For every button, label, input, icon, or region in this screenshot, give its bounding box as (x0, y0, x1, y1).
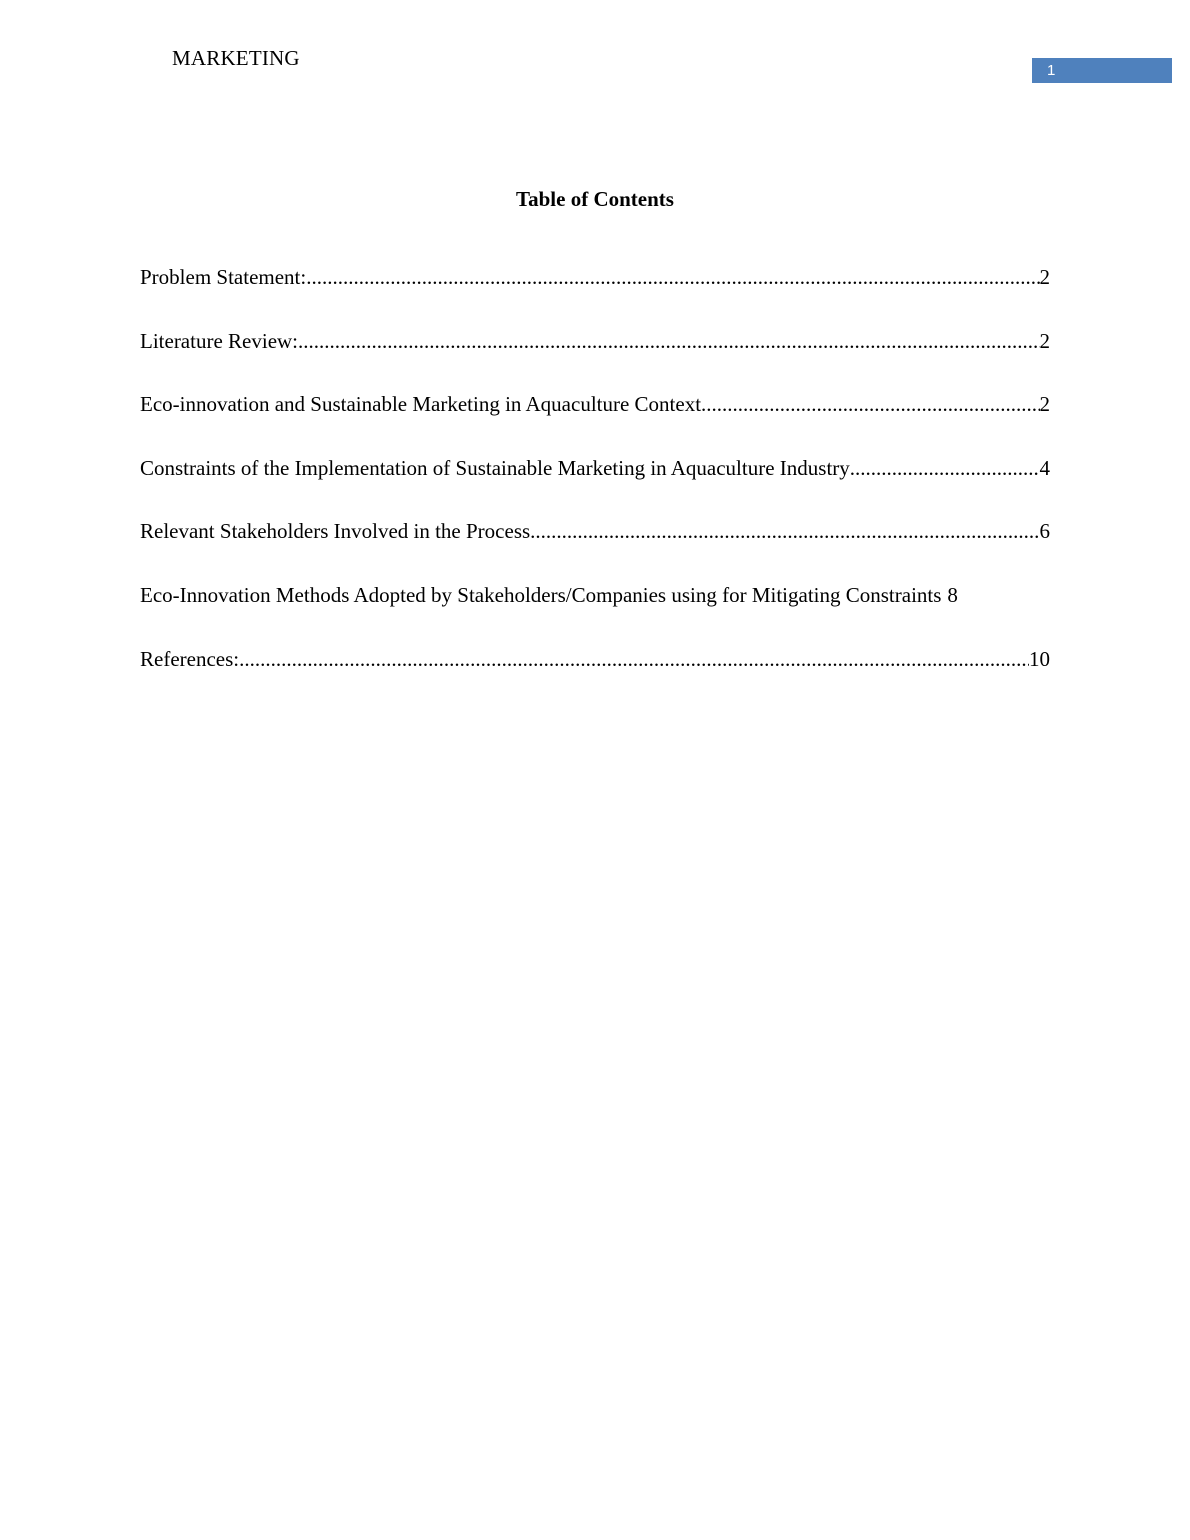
header-title: MARKETING (172, 46, 300, 70)
toc-list (140, 265, 1050, 710)
toc-leader-dots (306, 265, 1039, 290)
toc-leader-dots (850, 456, 1040, 481)
toc-entry-page: 8 (947, 582, 958, 607)
toc-entry-label: Relevant Stakeholders Involved in the Process (140, 519, 531, 544)
page-number-badge (1032, 58, 1172, 83)
toc-entry-page: 2 (1039, 328, 1050, 353)
toc-entry-page: 2 (1039, 392, 1050, 417)
toc-entry-page: 10 (1029, 646, 1050, 671)
page-number: 1 (1047, 62, 1056, 79)
toc-entry-references[interactable] (140, 647, 1050, 711)
toc-entry-page: 6 (1039, 519, 1050, 544)
toc-entry-stakeholders[interactable] (140, 519, 1050, 583)
toc-entry-eco-innovation-methods[interactable] (140, 583, 1050, 647)
toc-entry-page: 2 (1039, 265, 1050, 289)
toc-entry-constraints[interactable] (140, 456, 1050, 520)
toc-entry-eco-innovation-context[interactable] (140, 392, 1050, 456)
toc-leader-dots (701, 392, 1039, 417)
toc-entry-literature-review[interactable] (140, 329, 1050, 393)
toc-leader-dots (530, 519, 1039, 544)
toc-entry-label: Literature Review: (140, 328, 299, 353)
toc-entry-page: 4 (1039, 455, 1050, 480)
toc-entry-label: Constraints of the Implementation of Sustainable Marketing in Aquaculture Industry (140, 455, 850, 480)
toc-entry-label: Eco-Innovation Methods Adopted by Stakeholders/Companies using for Mitigating Constraints (140, 582, 942, 607)
toc-entry-label: References: (140, 646, 240, 671)
toc-leader-dots (239, 647, 1029, 672)
toc-entry-label: Problem Statement: (140, 265, 307, 289)
toc-leader-dots (298, 329, 1039, 354)
toc-entry-problem-statement[interactable] (140, 265, 1050, 329)
toc-heading: Table of Contents (516, 187, 674, 211)
toc-entry-label: Eco-innovation and Sustainable Marketing in Aquaculture Context (140, 392, 702, 417)
